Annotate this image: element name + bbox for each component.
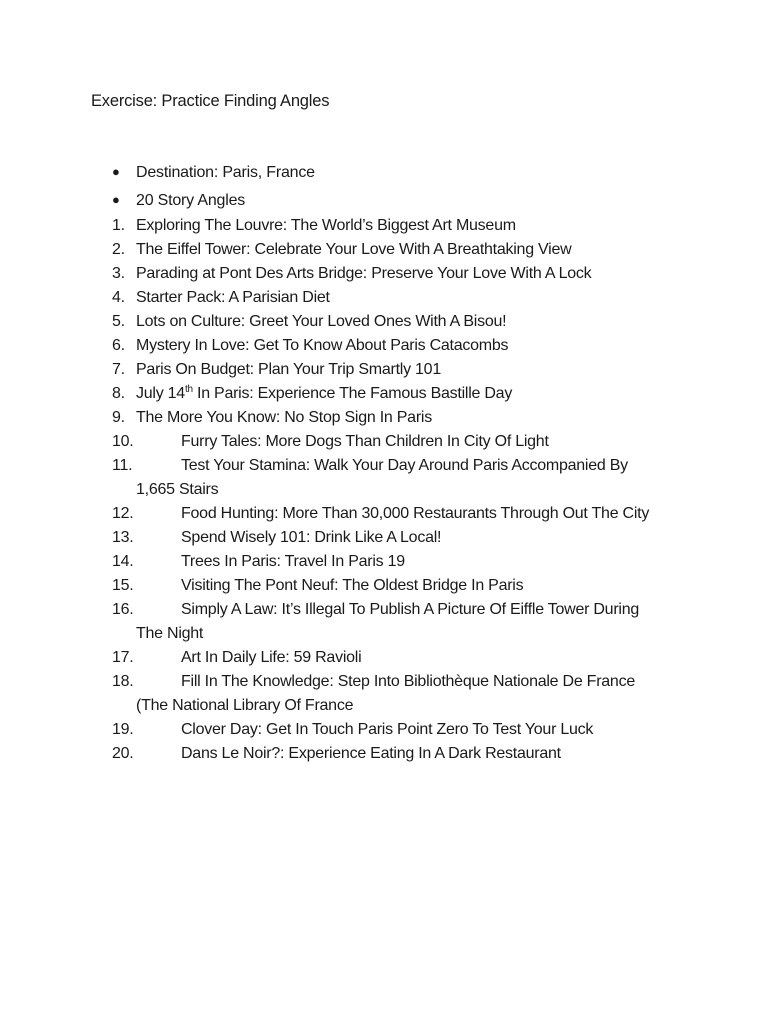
list-item <box>112 550 712 574</box>
bullet-text: 20 Story Angles <box>136 192 246 209</box>
item-text: Art In Daily Life: 59 Ravioli <box>181 649 362 666</box>
bullet-item-story-angles <box>112 190 315 212</box>
bullet-list <box>112 162 315 212</box>
item-number: 8. <box>112 385 125 402</box>
item-text: Furry Tales: More Dogs Than Children In City Of Light <box>181 433 549 450</box>
item-number: 15. <box>112 577 134 594</box>
item-number: 14. <box>112 553 134 570</box>
list-item <box>112 454 712 502</box>
item-text: The More You Know: No Stop Sign In Paris <box>136 409 432 426</box>
item-number: 19. <box>112 721 134 738</box>
item-number: 18. <box>112 673 134 690</box>
item-text: Simply A Law: It’s Illegal To Publish A Picture Of Eiffle Tower During <box>181 601 639 618</box>
list-item <box>112 382 712 406</box>
item-number: 20. <box>112 745 134 762</box>
bullet-text: Destination: Paris, France <box>136 164 315 181</box>
item-text: Spend Wisely 101: Drink Like A Local! <box>181 529 442 546</box>
page-title: Exercise: Practice Finding Angles <box>91 92 330 110</box>
list-item <box>112 430 712 454</box>
item-text-continuation: (The National Library Of France <box>136 697 354 714</box>
item-text: Food Hunting: More Than 30,000 Restaurants Through Out The City <box>181 505 650 522</box>
item-text-continuation: 1,665 Stairs <box>136 481 219 498</box>
story-angles-list <box>112 214 712 766</box>
list-item <box>112 646 712 670</box>
list-item <box>112 334 712 358</box>
list-item <box>112 526 712 550</box>
list-item <box>112 310 712 334</box>
item-text: Trees In Paris: Travel In Paris 19 <box>181 553 405 570</box>
list-item <box>112 286 712 310</box>
item-text: Clover Day: Get In Touch Paris Point Zero To Test Your Luck <box>181 721 594 738</box>
list-item <box>112 670 712 718</box>
item-number: 13. <box>112 529 134 546</box>
item-text: Starter Pack: A Parisian Diet <box>136 289 330 306</box>
list-item <box>112 406 712 430</box>
item-text: Visiting The Pont Neuf: The Oldest Bridge In Paris <box>181 577 524 594</box>
item-number: 6. <box>112 337 125 354</box>
list-item <box>112 214 712 238</box>
item-number: 5. <box>112 313 125 330</box>
bullet-item-destination <box>112 162 315 190</box>
item-number: 1. <box>112 217 125 234</box>
item-number: 2. <box>112 241 125 258</box>
bullet-marker: ● <box>112 192 120 207</box>
item-text: Parading at Pont Des Arts Bridge: Preserve Your Love With A Lock <box>136 265 592 282</box>
list-item <box>112 502 712 526</box>
item-number: 11. <box>112 457 133 474</box>
list-item <box>112 238 712 262</box>
item-text: Mystery In Love: Get To Know About Paris Catacombs <box>136 337 509 354</box>
item-text: Fill In The Knowledge: Step Into Bibliothèque Nationale De France <box>181 673 635 690</box>
item-number: 3. <box>112 265 125 282</box>
item-number: 9. <box>112 409 125 426</box>
list-item <box>112 262 712 286</box>
list-item <box>112 742 712 766</box>
ordinal-suffix: th <box>184 384 193 395</box>
item-text <box>112 382 712 406</box>
item-text: Exploring The Louvre: The World’s Biggest Art Museum <box>136 217 516 234</box>
item-text: Dans Le Noir?: Experience Eating In A Dark Restaurant <box>181 745 561 762</box>
list-item <box>112 598 712 646</box>
item-text-continuation: The Night <box>136 625 204 642</box>
item-text: The Eiffel Tower: Celebrate Your Love With A Breathtaking View <box>136 241 572 258</box>
item-number: 17. <box>112 649 134 666</box>
list-item <box>112 574 712 598</box>
item-number: 12. <box>112 505 134 522</box>
list-item <box>112 718 712 742</box>
item-number: 16. <box>112 601 134 618</box>
item-text: Paris On Budget: Plan Your Trip Smartly 101 <box>136 361 441 378</box>
item-text: Lots on Culture: Greet Your Loved Ones With A Bisou! <box>136 313 507 330</box>
list-item <box>112 358 712 382</box>
item-number: 4. <box>112 289 125 306</box>
item-number: 10. <box>112 433 134 450</box>
bullet-marker: ● <box>112 164 120 179</box>
item-text-end: In Paris: Experience The Famous Bastille Day <box>192 385 513 402</box>
item-text: Test Your Stamina: Walk Your Day Around Paris Accompanied By <box>181 457 628 474</box>
item-number: 7. <box>112 361 125 378</box>
item-text-start: July 14 <box>136 385 185 402</box>
